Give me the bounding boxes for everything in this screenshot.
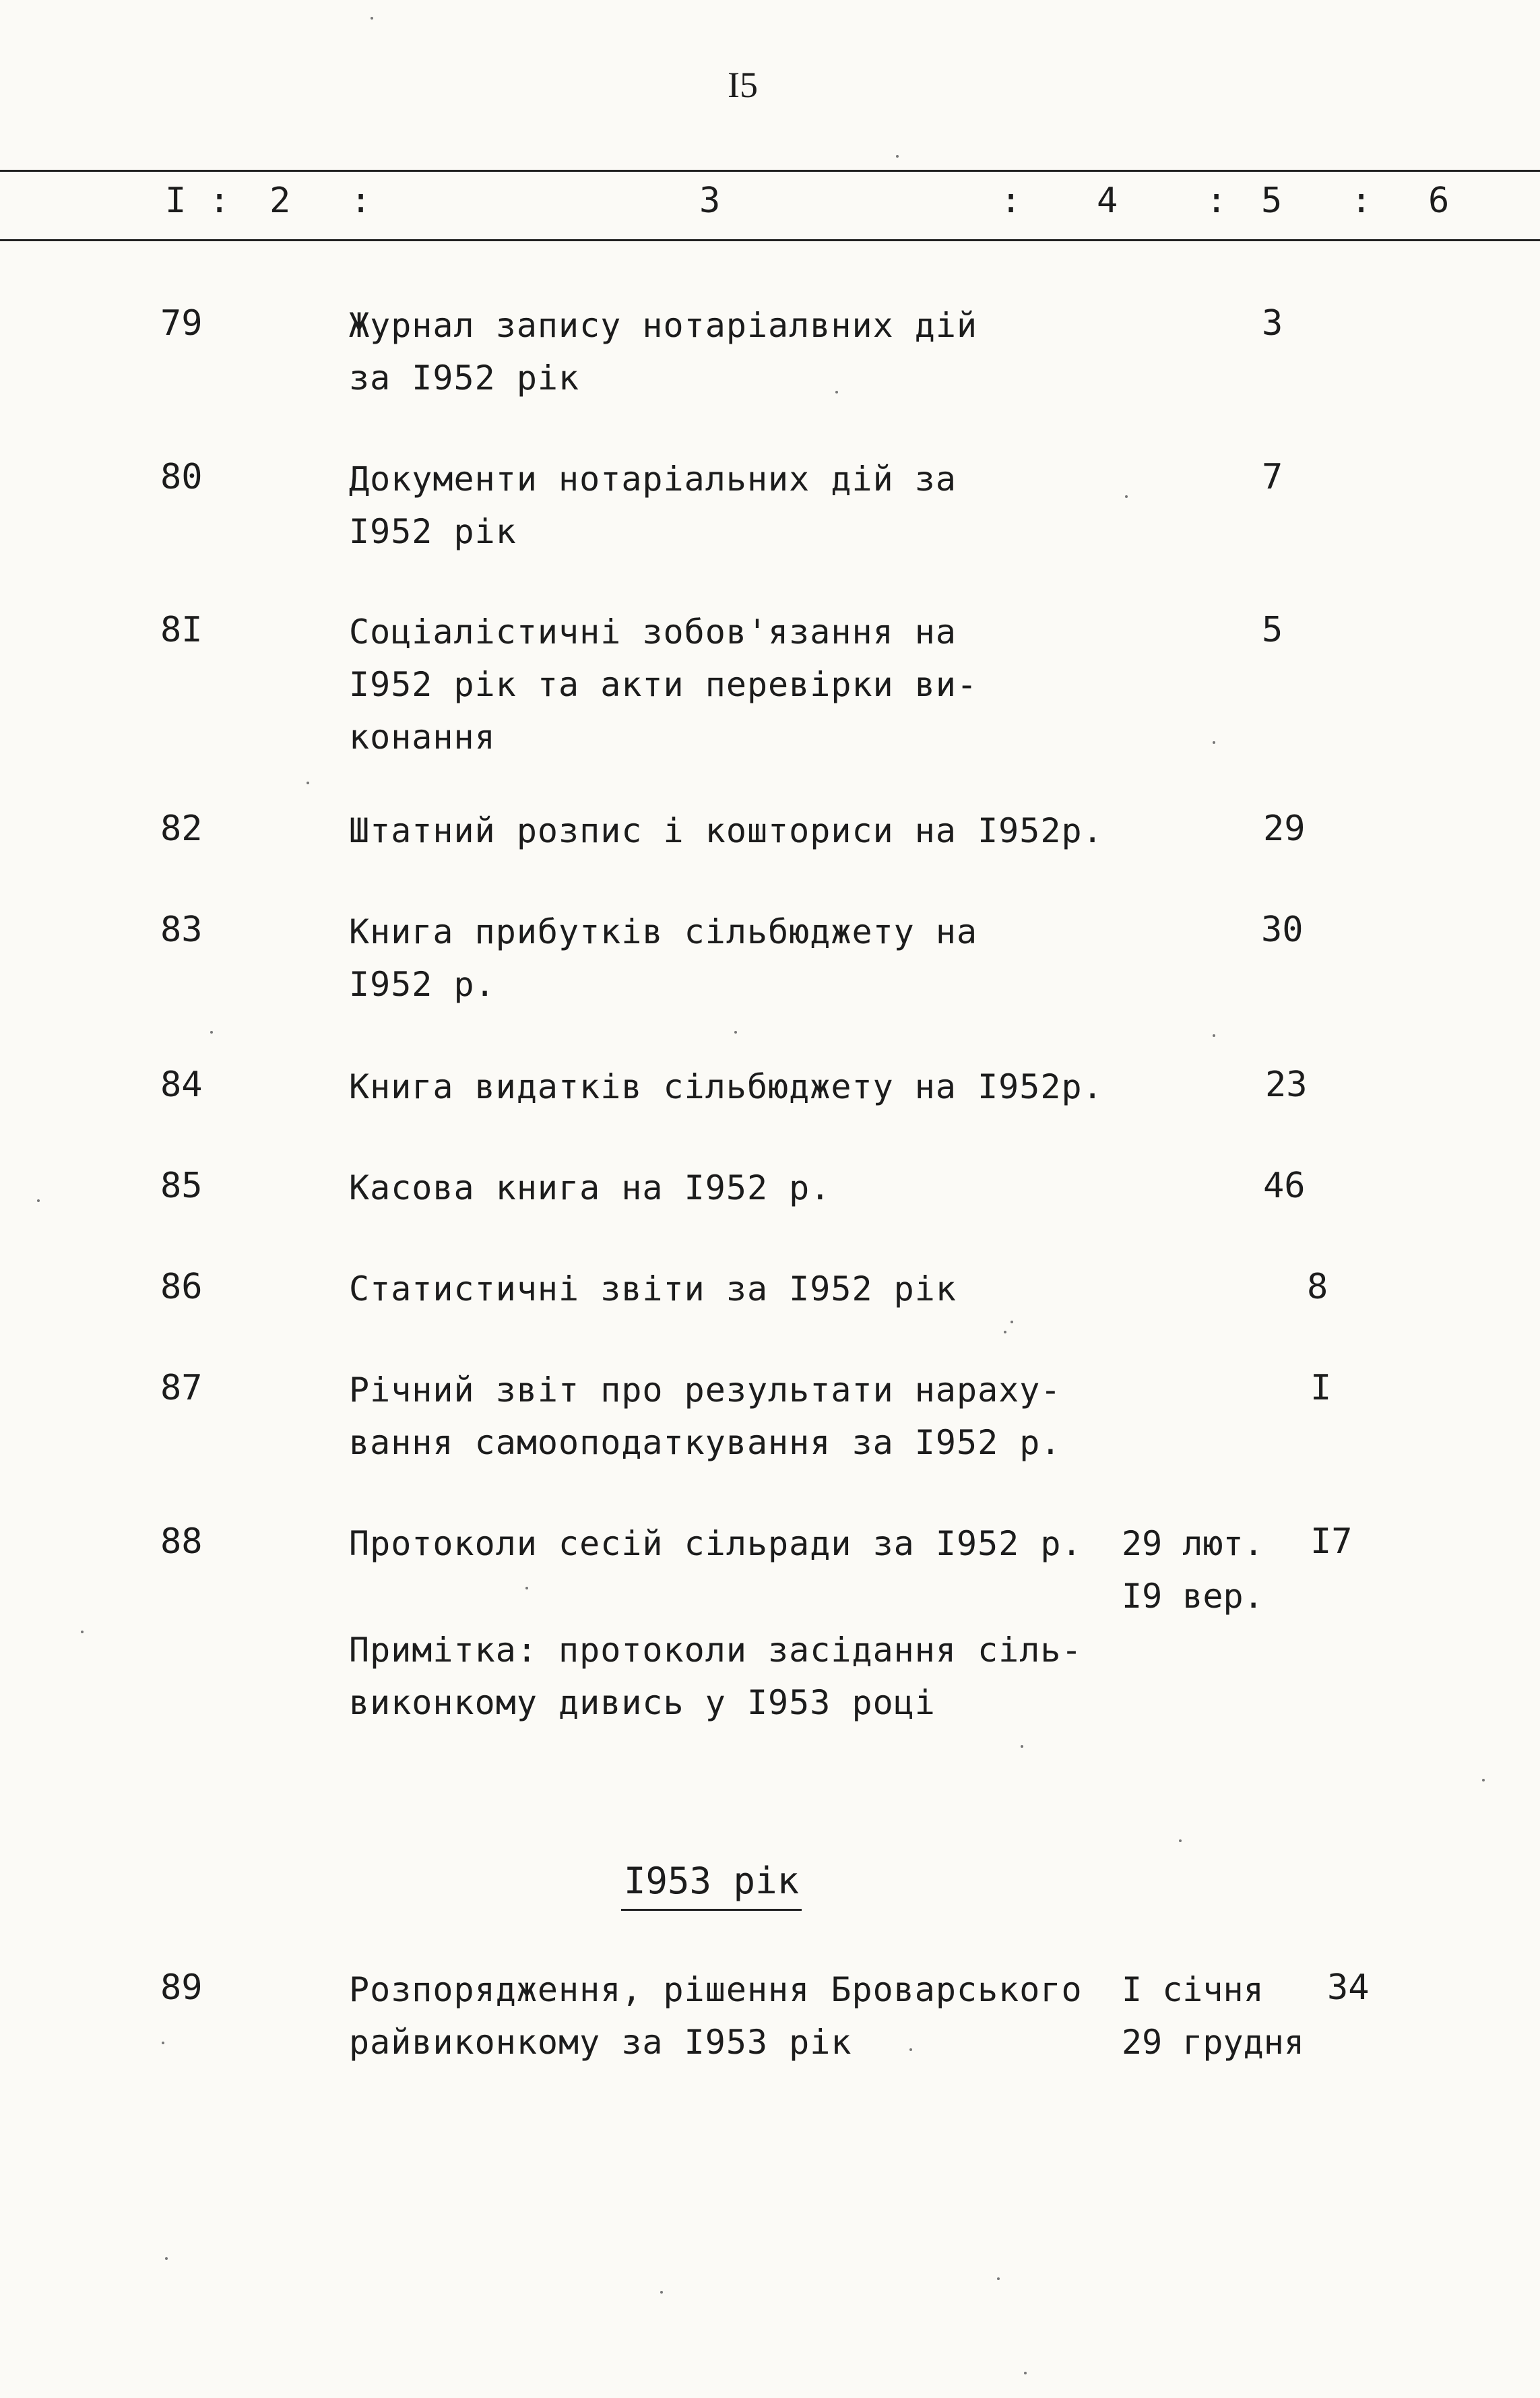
- row-title: [349, 906, 1124, 1011]
- row-dates: [1122, 1517, 1264, 1622]
- row-title-line: за І952 рік: [349, 358, 580, 398]
- row-title: [349, 1517, 1124, 1570]
- row-title-line: конання: [349, 718, 496, 757]
- column-header-cell: :: [1206, 181, 1227, 221]
- row-number: 80: [160, 457, 203, 497]
- row-title-line: Соціалістичні зобов'язання на: [349, 612, 957, 652]
- header-rule-bottom: [0, 239, 1540, 241]
- row-number: 84: [160, 1065, 203, 1105]
- row-title: [349, 1263, 1124, 1315]
- row-title-line: вання самооподаткування за І952 р.: [349, 1423, 1062, 1462]
- row-sheet-count: 5: [1262, 610, 1283, 650]
- column-header-cell: :: [209, 181, 230, 221]
- scan-speck: [525, 1587, 528, 1589]
- row-number: 85: [160, 1166, 203, 1206]
- row-title: [349, 1963, 1124, 2069]
- row-date-line: І січня: [1122, 1970, 1264, 2009]
- note-block: [349, 1624, 1124, 1729]
- row-number: 8I: [160, 610, 203, 650]
- row-sheet-count: 29: [1263, 809, 1306, 849]
- row-title: [349, 1364, 1124, 1469]
- scan-speck: [1021, 1745, 1023, 1748]
- row-title: [349, 1061, 1124, 1113]
- scan-speck: [1010, 1321, 1013, 1323]
- row-number: 83: [160, 910, 203, 950]
- row-number: 82: [160, 809, 203, 849]
- column-header-cell: 5: [1261, 181, 1283, 221]
- row-title-line: Книга видатків сільбюджету на І952р.: [349, 1067, 1103, 1106]
- row-sheet-count: 30: [1261, 910, 1304, 950]
- row-title-line: І952 рік та акти перевірки ви-: [349, 665, 978, 704]
- row-title-line: райвиконкому за І953 рік: [349, 2023, 852, 2062]
- scan-speck: [371, 17, 373, 20]
- scan-speck: [37, 1199, 40, 1202]
- column-header-cell: 3: [699, 181, 721, 221]
- scan-speck: [1482, 1779, 1485, 1781]
- row-title-line: Розпорядження, рішення Броварського: [349, 1970, 1083, 2009]
- scan-speck: [1179, 1839, 1182, 1842]
- note-line: виконкому дивись у І953 році: [349, 1683, 936, 1722]
- column-header-cell: :: [1000, 181, 1022, 221]
- scan-speck: [165, 2257, 168, 2260]
- row-title-line: Річний звіт про результати нараху-: [349, 1370, 1062, 1410]
- row-title-line: Статистичні звіти за І952 рік: [349, 1269, 957, 1308]
- row-title-line: Книга прибутків сільбюджету на: [349, 912, 978, 951]
- row-number: 89: [160, 1967, 203, 2008]
- column-header-cell: :: [350, 181, 372, 221]
- row-title-line: Штатний розпис і кошториси на І952р.: [349, 811, 1103, 850]
- row-number: 79: [160, 303, 203, 344]
- column-header-cell: I: [165, 181, 187, 221]
- scan-speck: [660, 2291, 663, 2294]
- header-rule-top: [0, 170, 1540, 172]
- scan-speck: [1024, 2372, 1027, 2374]
- note-line: Примітка: протоколи засідання сіль-: [349, 1631, 1083, 1670]
- scan-speck: [835, 391, 838, 393]
- column-header-cell: 2: [269, 181, 291, 221]
- year-heading: І953 рік: [621, 1860, 802, 1911]
- row-sheet-count: 23: [1265, 1065, 1308, 1105]
- row-dates: [1122, 1963, 1304, 2069]
- scan-speck: [307, 782, 309, 784]
- scan-speck: [1004, 1331, 1006, 1333]
- column-header-cell: 6: [1428, 181, 1450, 221]
- row-sheet-count: 7: [1262, 457, 1283, 497]
- row-title-line: Журнал запису нотаріалвних дій: [349, 306, 978, 345]
- row-number: 86: [160, 1267, 203, 1307]
- row-date-line: 29 лют.: [1122, 1524, 1264, 1563]
- scan-speck: [81, 1631, 84, 1633]
- row-sheet-count: 46: [1263, 1166, 1306, 1206]
- row-title: [349, 804, 1124, 857]
- scan-speck: [210, 1031, 213, 1034]
- row-number: 88: [160, 1521, 203, 1562]
- row-title-line: Касова книга на І952 р.: [349, 1168, 831, 1207]
- row-date-line: 29 грудня: [1122, 2023, 1304, 2062]
- scan-speck: [1213, 741, 1215, 744]
- row-title: [349, 453, 1124, 558]
- scan-speck: [997, 2277, 1000, 2280]
- scan-speck: [1125, 495, 1128, 498]
- row-title-line: І952 р.: [349, 965, 496, 1004]
- column-header-cell: 4: [1097, 181, 1118, 221]
- row-title: [349, 1162, 1124, 1214]
- page-number: I5: [728, 65, 758, 105]
- column-header-cell: :: [1351, 181, 1372, 221]
- row-title-line: Документи нотаріальних дій за: [349, 460, 957, 499]
- row-sheet-count: 34: [1327, 1967, 1370, 2008]
- row-sheet-count: І: [1310, 1368, 1332, 1408]
- row-sheet-count: І7: [1310, 1521, 1353, 1562]
- row-sheet-count: 8: [1307, 1267, 1328, 1307]
- row-date-line: І9 вер.: [1122, 1577, 1264, 1616]
- row-title: [349, 606, 1124, 763]
- scan-speck: [734, 1031, 737, 1034]
- row-sheet-count: 3: [1262, 303, 1283, 344]
- row-title-line: Протоколи сесій сільради за І952 р.: [349, 1524, 1083, 1563]
- row-title-line: І952 рік: [349, 512, 517, 551]
- scan-speck: [896, 155, 899, 158]
- scan-speck: [162, 2042, 164, 2044]
- scan-speck: [909, 2048, 912, 2051]
- row-title: [349, 299, 1124, 404]
- scan-speck: [1213, 1034, 1215, 1037]
- row-number: 87: [160, 1368, 203, 1408]
